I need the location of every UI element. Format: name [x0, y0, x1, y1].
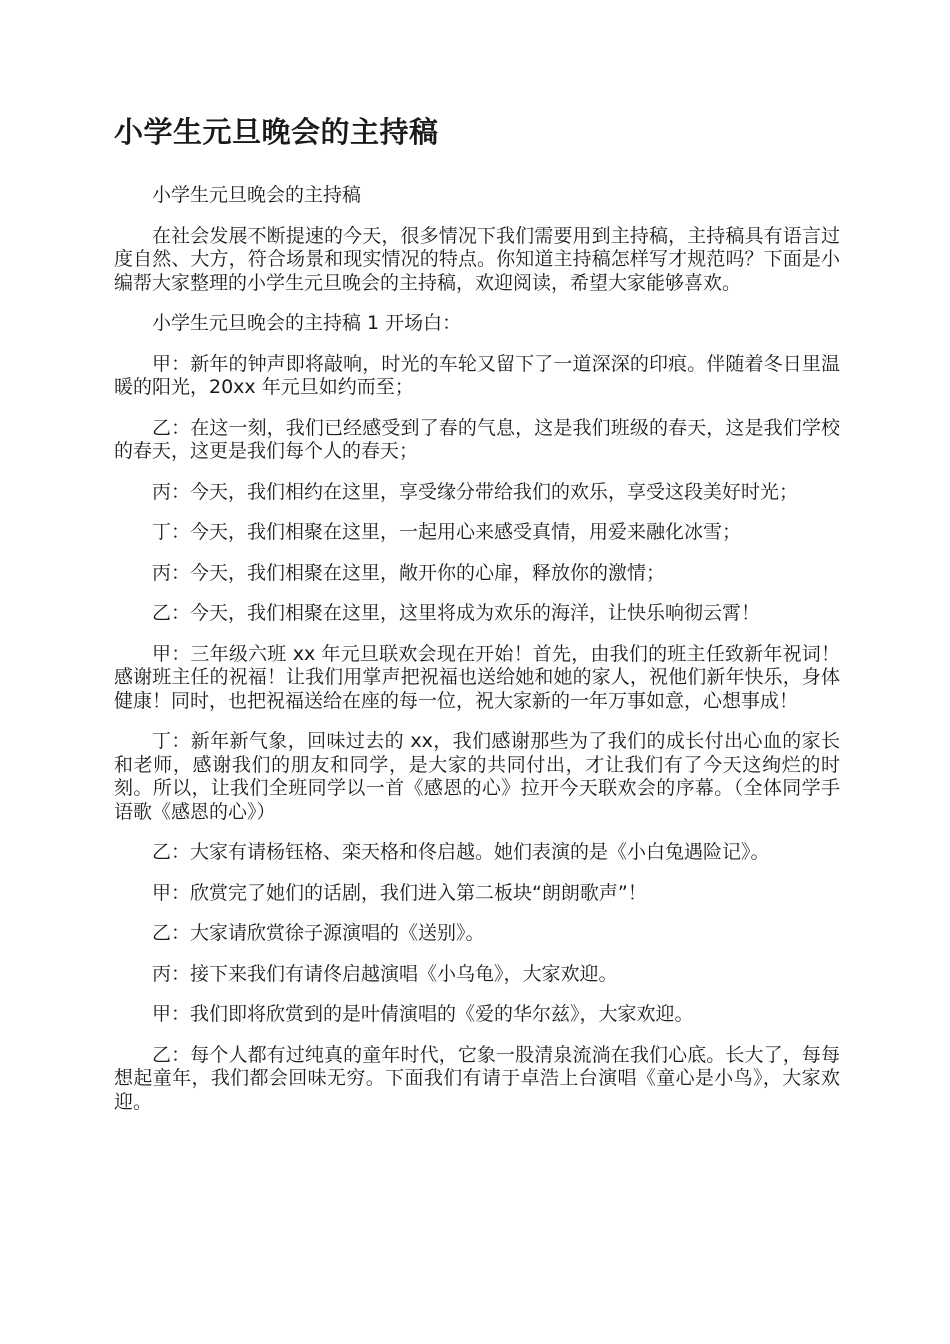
paragraph: 丁：今天，我们相聚在这里，一起用心来感受真情，用爱来融化冰雪；	[152, 521, 742, 543]
document-title: 小学生元旦晚会的主持稿	[114, 115, 439, 149]
paragraph: 乙：大家有请杨钰格、栾天格和佟启越。她们表演的是《小白兔遇险记》。	[152, 841, 770, 863]
paragraph: 乙：大家请欣赏徐子源演唱的《送别》。	[152, 922, 485, 944]
paragraph: 在社会发展不断提速的今天，很多情况下我们需要用到主持稿，主持稿具有语言过度自然、大方，符合场景和现实情况的特点。你知道主持稿怎样写才规范吗？下面是小编帮大家整理的小学生元旦晚会的主持稿，欢迎阅读，希望大家能够喜欢。	[114, 224, 840, 294]
document-body	[114, 184, 840, 1131]
paragraph: 乙：每个人都有过纯真的童年时代，它象一股清泉流淌在我们心底。长大了，每每想起童年，我们都会回味无穷。下面我们有请于卓浩上台演唱《童心是小鸟》，大家欢迎。	[114, 1043, 840, 1113]
paragraph: 乙：今天，我们相聚在这里，这里将成为欢乐的海洋，让快乐响彻云霄！	[152, 602, 761, 624]
paragraph: 丙：今天，我们相约在这里，享受缘分带给我们的欢乐，享受这段美好时光；	[152, 480, 799, 503]
paragraph: 甲：我们即将欣赏到的是叶倩演唱的《爱的华尔兹》，大家欢迎。	[152, 1003, 694, 1025]
paragraph: 乙：在这一刻，我们已经感受到了春的气息，这是我们班级的春天，这是我们学校的春天，这更是我们每个人的春天；	[114, 416, 840, 462]
paragraph: 丙：今天，我们相聚在这里，敞开你的心扉，释放你的激情；	[152, 561, 666, 584]
paragraph: 甲：新年的钟声即将敲响，时光的车轮又留下了一道深深的印痕。伴随着冬日里温暖的阳光，20xx 年元旦如约而至；	[114, 352, 840, 398]
paragraph: 小学生元旦晚会的主持稿	[152, 184, 362, 206]
paragraph: 丁：新年新气象，回味过去的 xx，我们感谢那些为了我们的成长付出心血的家长和老师，感谢我们的朋友和同学，是大家的共同付出，才让我们有了今天这绚烂的时刻。所以，让我们全班同学以一首《感恩的心》拉开今天联欢会的序幕。（全体同学手语歌《感恩的心》）	[114, 730, 840, 823]
paragraph: 丙：接下来我们有请佟启越演唱《小乌龟》，大家欢迎。	[152, 962, 618, 985]
paragraph: 小学生元旦晚会的主持稿 1 开场白：	[152, 312, 462, 334]
paragraph: 甲：三年级六班 xx 年元旦联欢会现在开始！首先，由我们的班主任致新年祝词！感谢班主任的祝福！让我们用掌声把祝福也送给她和她的家人，祝他们新年快乐，身体健康！同时，也把祝福送给在座的每一位，祝大家新的一年万事如意，心想事成！	[114, 642, 840, 712]
paragraph: 甲：欣赏完了她们的话剧，我们进入第二板块“朗朗歌声”！	[152, 881, 647, 904]
